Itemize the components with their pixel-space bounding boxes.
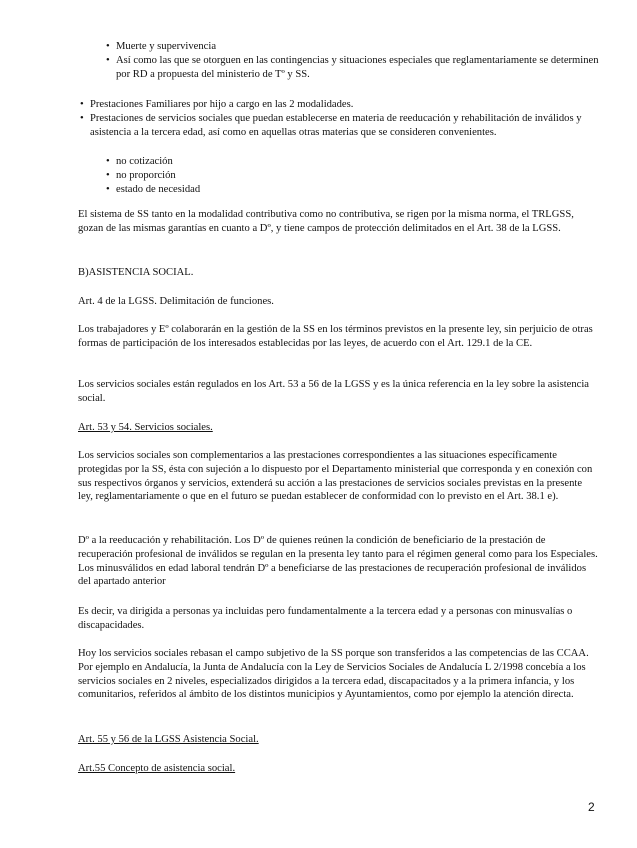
paragraph-trabajadores: Los trabajadores y Eº colaborarán en la gestión de la SS en los términos previstos en la presente ley, sin perjuicio de otras formas de participación de los interesados establecidas por las leyes, de acuerdo con el Art. 129.1 de la CE. (78, 324, 593, 349)
heading-art-53-54: Art. 53 y 54. Servicios sociales. (78, 422, 213, 433)
paragraph-complementarios: Los servicios sociales son complementarios a las prestaciones correspondientes a las situaciones específicamente protegidas por la SS, ésta con sujeción a lo dispuesto por el Departamento ministerial que corresponda y en conexión con sus respectivos órganos y servicios, extenderá su acción a las prestaciones de servicios sociales previstas en la presente ley, reglamentariamente o que en el futuro se puedan establecer de conformidad con lo previsto en el Art. 38.1 e). (78, 450, 593, 503)
heading-art-55-concepto: Art.55 Concepto de asistencia social. (78, 763, 236, 774)
bullet-list-contingencias (104, 40, 612, 81)
paragraph-hoy-servicios: Hoy los servicios sociales rebasan el campo subjetivo de la SS porque son transferidos a las competencias de las CCAA. Por ejemplo en Andalucía, la Junta de Andalucía con la Ley de Servicios Sociales de Andalucía L 2/1998 concebía a los servicios sociales en 2 niveles, especializados dirigidos a la tercera edad, discapacitados y a la primera infancia, y los comunitarios, referidos al ámbito de los distintos municipios y Ayuntamientos, como por ejemplo la atención directa. (78, 648, 589, 701)
paragraph-es-decir: Es decir, va dirigida a personas ya incluidas pero fundamentalmente a la tercera edad y a personas con minusvalías o discapacidades. (78, 606, 573, 631)
list-item: • Prestaciones de servicios sociales que puedan establecerse en materia de reeducación y rehabilitación de inválidos y asistencia a la tercera edad, así como en aquellas otras materias que se consideren convenientes. (78, 112, 612, 140)
paragraph-art-4: Art. 4 de la LGSS. Delimitación de funciones. (78, 296, 274, 307)
list-item: • Muerte y supervivencia (104, 40, 612, 54)
list-item: • no proporción (104, 169, 404, 183)
heading-art-55-56: Art. 55 y 56 de la LGSS Asistencia Social. (78, 734, 259, 745)
page-number: 2 (588, 800, 595, 814)
bullet-list-caracteristicas (104, 155, 404, 196)
list-item: • no cotización (104, 155, 404, 169)
paragraph-reeducacion: Dº a la reeducación y rehabilitación. Los Dº de quienes reúnen la condición de beneficiario de la prestación de recuperación profesional de inválidos se regulan en la presenta ley tanto para el régimen general como para los Especiales. Los minusválidos en edad laboral tendrán Dº a beneficiarse de las prestaciones de recuperación profesional de inválidos del apartado anterior (78, 535, 598, 588)
list-item: • estado de necesidad (104, 183, 404, 197)
paragraph-sistema-ss: El sistema de SS tanto en la modalidad contributiva como no contributiva, se rigen por la misma norma, el TRLGSS, gozan de las mismas garantías en cuanto a Dº, y tiene campos de protección delimitados en el Art. 38 de la LGSS. (78, 209, 574, 234)
list-item: • Así como las que se otorguen en las contingencias y situaciones especiales que reglamentariamente se determinen por RD a propuesta del ministerio de Tº y SS. (104, 54, 612, 82)
paragraph-servicios-regulados: Los servicios sociales están regulados en los Art. 53 a 56 de la LGSS y es la única referencia en la ley sobre la asistencia social. (78, 379, 589, 404)
bullet-list-prestaciones (78, 98, 612, 139)
heading-asistencia-social: B)ASISTENCIA SOCIAL. (78, 267, 194, 278)
list-item: • Prestaciones Familiares por hijo a cargo en las 2 modalidades. (78, 98, 612, 112)
